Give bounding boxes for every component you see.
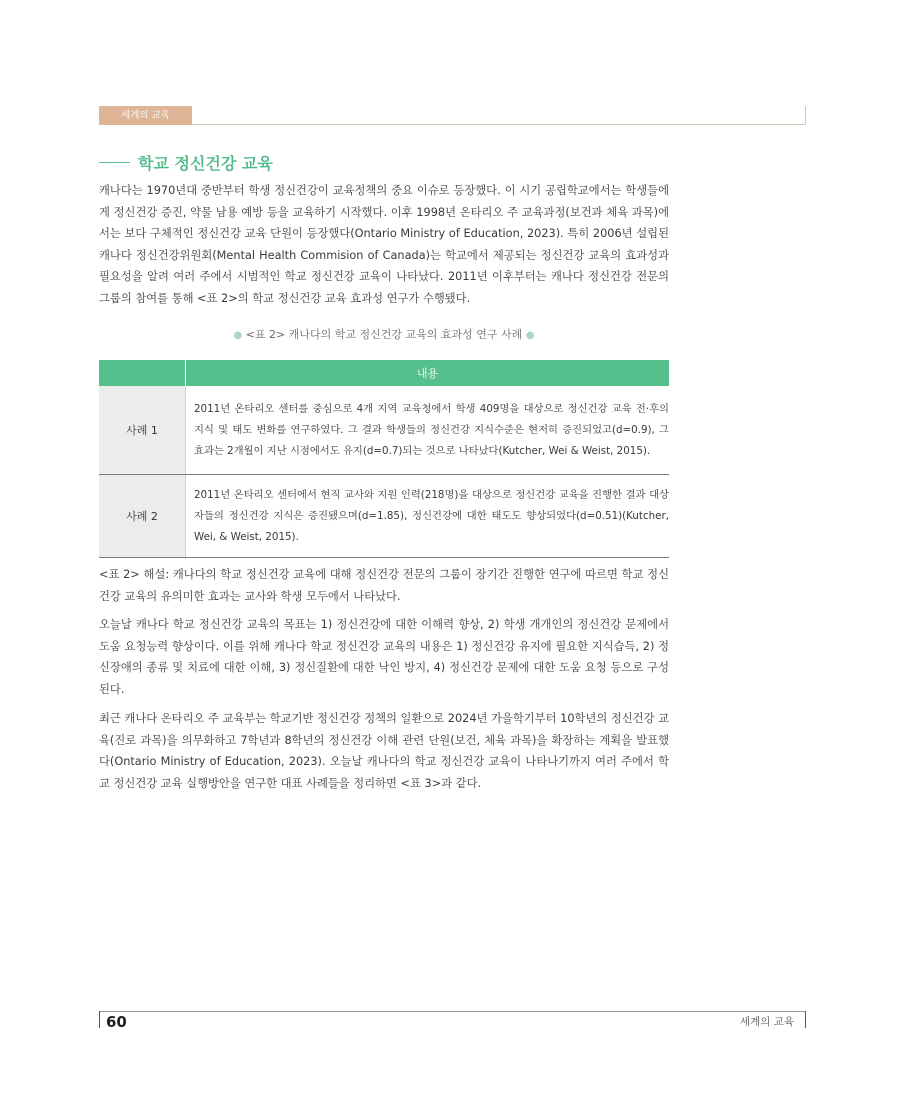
case-content: 2011년 온타리오 센터를 중심으로 4개 지역 교육청에서 학생 409명을 대상으로 정신건강 교육 전·후의 지식 및 태도 변화를 연구하였다. 그 결과 학생들의 정신건강 지식수준은 현저히 증진되었고(d=0.9), 그 효과는 2개월이 지난 시점에서도 유지(d=0.7)되는 것으로 나타났다(Kutcher, Wei & Weist, 2015). bbox=[186, 386, 670, 475]
policy-paragraph: 최근 캐나다 온타리오 주 교육부는 학교기반 정신건강 정책의 일환으로 2024년 가을학기부터 10학년의 정신건강 교육(진로 과목)을 의무화하고 7학년과 8학년의 정신건강 이해 관련 단원(보건, 체육 과목)을 확장하는 계획을 발표했다(Ontario Ministry of Education, 2023). 오늘날 캐나다의 학교 정신건강 교육이 나타나기까지 여러 주에서 학교 정신건강 교육 실행방안을 연구한 대표 사례들을 정리하면 <표 3>과 같다. bbox=[99, 712, 669, 790]
table-header-content: 내용 bbox=[186, 360, 670, 386]
page-number: 60 bbox=[106, 1013, 127, 1031]
caption-bullet-icon: ● bbox=[233, 330, 243, 341]
intro-paragraph: 캐나다는 1970년대 중반부터 학생 정신건강이 교육정책의 중요 이슈로 등장했다. 이 시기 공립학교에서는 학생들에게 정신건강 증진, 약물 남용 예방 등을 교육하기 시작했다. 이후 1998년 온타리오 주 교육과정(보건과 체육 과목)에서는 보다 구체적인 정신건강 교육 단원이 등장했다(Ontario Ministry of Education, 2023). 특히 2006년 설립된 캐나다 정신건강위원회(Mental Health Commision of Canada)는 학교에서 제공되는 정신건강 교육의 효과성과 필요성을 알려 여러 주에서 시범적인 학교 정신건강 교육이 나타났다. 2011년 이후부터는 캐나다 정신건강 전문의 그룹의 참여를 통해 <표 2>의 학교 정신건강 교육 효과성 연구가 수행됐다. bbox=[99, 184, 669, 305]
header-rule bbox=[192, 124, 805, 125]
case-label: 사례 2 bbox=[99, 475, 186, 558]
table-row bbox=[99, 475, 669, 558]
case-study-table bbox=[99, 360, 669, 558]
table-header-blank bbox=[99, 360, 186, 386]
footer-rule-tick-right bbox=[805, 1011, 806, 1028]
footer-rule-tick-left bbox=[99, 1011, 100, 1028]
caption-bullet-icon: ● bbox=[525, 330, 535, 341]
footer-section-label: 세계의 교육 bbox=[739, 1016, 794, 1028]
section-tag: 세계의 교육 bbox=[99, 106, 192, 125]
heading-dash bbox=[99, 162, 130, 163]
table-row bbox=[99, 386, 669, 475]
header-rule-tick bbox=[805, 106, 806, 125]
table-header-row bbox=[99, 360, 669, 386]
goals-paragraph: 오늘날 캐나다 학교 정신건강 교육의 목표는 1) 정신건강에 대한 이해력 향상, 2) 학생 개개인의 정신건강 문제에서 도움 요청능력 향상이다. 이를 위해 캐나다 학교 정신건강 교육의 내용은 1) 정신건강 유지에 필요한 지식습득, 2) 정신장애의 종류 및 치료에 대한 이해, 3) 정신질환에 대한 낙인 방지, 4) 정신건강 문제에 대한 도움 요청 등으로 구성된다. bbox=[99, 618, 669, 696]
footer-rule bbox=[99, 1011, 806, 1012]
table-caption-text: <표 2> 캐나다의 학교 정신건강 교육의 효과성 연구 사례 bbox=[245, 328, 523, 341]
section-title: 학교 정신건강 교육 bbox=[138, 153, 273, 173]
table-caption bbox=[99, 326, 669, 345]
section-heading bbox=[99, 150, 273, 174]
case-label: 사례 1 bbox=[99, 386, 186, 475]
case-content: 2011년 온타리오 센터에서 현직 교사와 지원 인력(218명)을 대상으로 정신건강 교육을 진행한 결과 대상자들의 정신건강 지식은 증진됐으며(d=1.85), 정신건강에 대한 태도도 향상되었다(d=0.51)(Kutcher, Wei, & Weist, 2015). bbox=[186, 475, 670, 558]
table-commentary-paragraph: <표 2> 해설: 캐나다의 학교 정신건강 교육에 대해 정신건강 전문의 그룹이 장기간 진행한 연구에 따르면 학교 정신건강 교육의 유의미한 효과는 교사와 학생 모두에서 나타났다. bbox=[99, 568, 669, 603]
